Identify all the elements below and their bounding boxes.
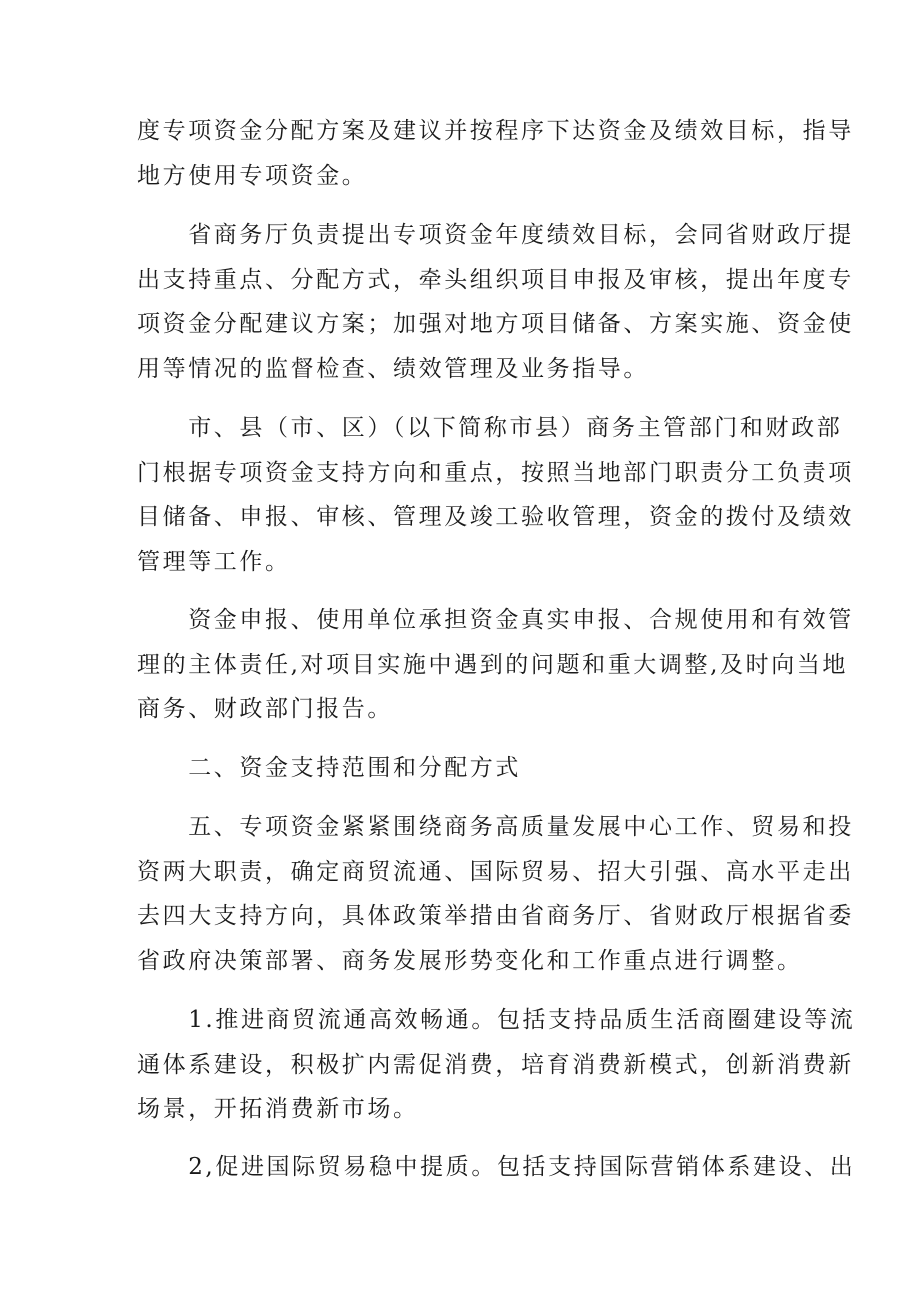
text-line: 资两大职责，确定商贸流通、国际贸易、招大引强、高水平走出 — [137, 858, 854, 885]
text-line: 省政府决策部署、商务发展形势变化和工作重点进行调整。 — [137, 947, 803, 974]
text-line: 通体系建设，积极扩内需促消费，培育消费新模式，创新消费新 — [137, 1051, 854, 1078]
paragraph-7 — [137, 1145, 856, 1190]
text-line: 去四大支持方向，具体政策举措由省商务厅、省财政厅根据省委 — [137, 903, 854, 929]
paragraph-5 — [137, 805, 854, 983]
section-heading — [137, 746, 797, 791]
text-line: 五、专项资金紧紧围绕商务高质量发展中心工作、贸易和投 — [137, 814, 854, 840]
paragraph-3 — [137, 406, 854, 584]
text-line: 目储备、申报、审核、管理及竣工验收管理，资金的拨付及绩效 — [137, 504, 854, 530]
text-line: 出支持重点、分配方式，牵头组织项目申报及审核，提出年度专 — [137, 266, 854, 293]
text-line: 理的主体责任,对项目实施中遇到的问题和重大调整,及时向当地 — [137, 651, 849, 678]
paragraph-1 — [137, 109, 854, 198]
text-line: 2,促进国际贸易稳中提质。包括支持国际营销体系建设、出 — [137, 1154, 856, 1180]
text-line: 用等情况的监督检查、绩效管理及业务指导。 — [137, 355, 649, 382]
text-line: 地方使用专项资金。 — [137, 162, 368, 189]
text-line: 商务、财政部门报告。 — [137, 696, 393, 722]
paragraph-4 — [137, 598, 854, 732]
text-line: 市、县（市、区）（以下简称市县）商务主管部门和财政部 — [137, 415, 843, 441]
text-line: 项资金分配建议方案；加强对地方项目储备、方案实施、资金使 — [137, 311, 854, 337]
paragraph-6 — [137, 998, 856, 1132]
text-line: 度专项资金分配方案及建议并按程序下达资金及绩效目标，指导 — [137, 118, 854, 144]
text-line: 场景，开拓消费新市场。 — [137, 1096, 419, 1122]
text-line: 二、资金支持范围和分配方式 — [137, 755, 521, 781]
text-line: 1.推进商贸流通高效畅通。包括支持品质生活商圈建设等流 — [137, 1007, 856, 1033]
text-line: 省商务厅负责提出专项资金年度绩效目标，会同省财政厅提 — [137, 222, 854, 248]
text-line: 门根据专项资金支持方向和重点，按照当地部门职责分工负责项 — [137, 459, 854, 486]
paragraph-2 — [137, 213, 854, 391]
text-line: 管理等工作。 — [137, 548, 291, 575]
text-line: 资金申报、使用单位承担资金真实申报、合规使用和有效管 — [137, 607, 854, 633]
